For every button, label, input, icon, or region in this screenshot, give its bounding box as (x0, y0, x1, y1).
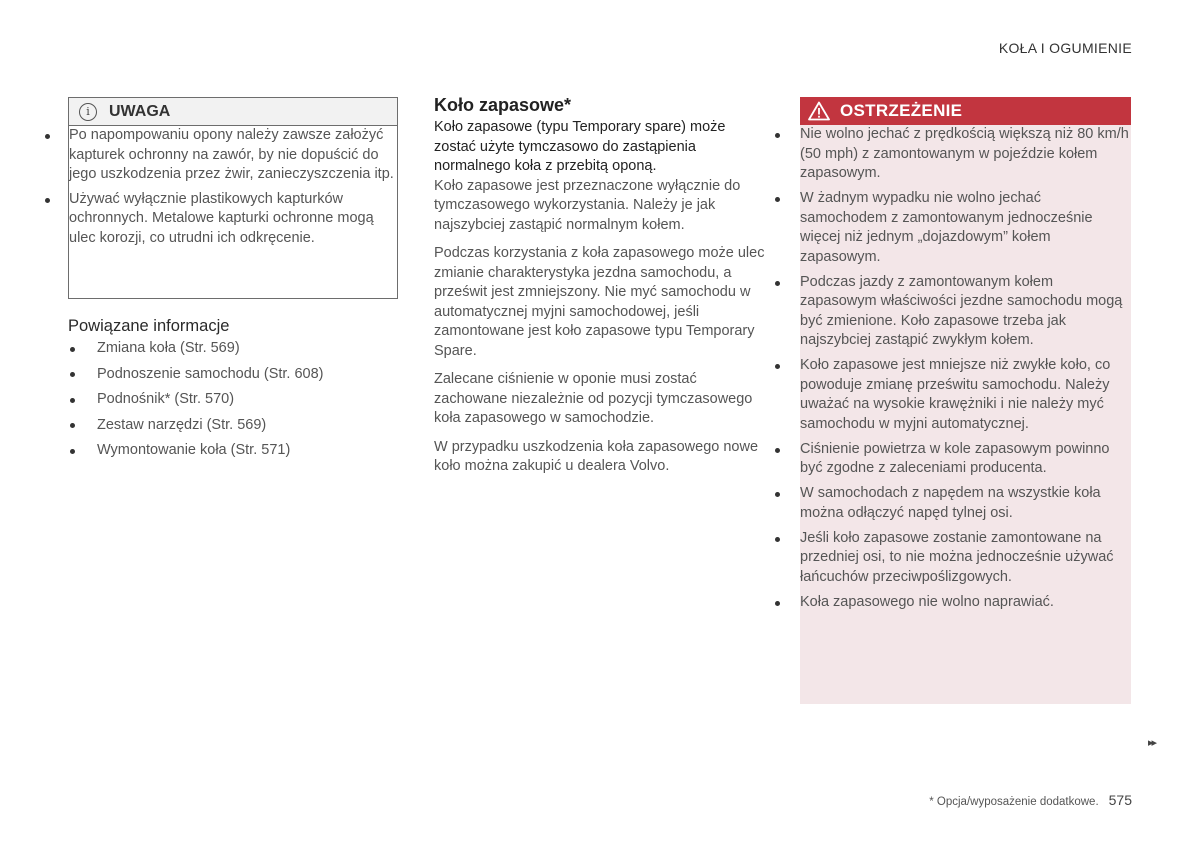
related-link[interactable]: Wymontowanie koła (Str. 571) (97, 441, 397, 460)
note-title: UWAGA (109, 102, 171, 120)
section-header: KOŁA I OGUMIENIE (998, 40, 1132, 56)
related-info-title: Powiązane informacje (68, 317, 230, 335)
warning-triangle-icon (808, 101, 830, 121)
warning-item: W żadnym wypadku nie wolno jechać samochodem z zamontowanym jednocześnie więcej niż jednym „dojazdowym” kołem zapasowym. (800, 189, 1131, 267)
bullet-icon (70, 423, 75, 428)
info-icon: i (79, 103, 97, 121)
bullet-icon (775, 601, 780, 606)
bullet-icon (775, 537, 780, 542)
note-header (69, 98, 397, 126)
bullet-icon (70, 372, 75, 377)
warning-title: OSTRZEŻENIE (840, 101, 963, 120)
warning-item: Ciśnienie powietrza w kole zapasowym powinno być zgodne z zaleceniami producenta. (800, 440, 1131, 479)
footnote: * Opcja/wyposażenie dodatkowe. (929, 796, 1099, 808)
related-info-list (97, 339, 397, 467)
lead-paragraph: Koło zapasowe (typu Temporary spare) może zostać użyte tymczasowo do zastąpienia normalnego koła z przebitą oponą. (434, 119, 726, 174)
page-number: 575 (1108, 792, 1132, 808)
note-list (69, 126, 397, 248)
warning-box (800, 97, 1131, 704)
body-paragraph: Zalecane ciśnienie w oponie musi zostać zachowane niezależnie od pozycji tymczasowego koła zapasowego w samochodzie. (434, 371, 753, 426)
bullet-icon (775, 492, 780, 497)
bullet-icon (45, 134, 50, 139)
related-link[interactable]: Podnośnik* (Str. 570) (97, 390, 397, 409)
body-paragraph: Koło zapasowe jest przeznaczone wyłącznie do tymczasowego wykorzystania. Należy je jak najszybciej zastąpić normalnym kołem. (434, 177, 741, 233)
warning-header (800, 97, 1131, 125)
main-section (434, 95, 769, 486)
note-item: Po napompowaniu opony należy zawsze założyć kapturek ochronny na zawór, by nie dopuścić do jego uszkodzenia przez żwir, zanieczyszczenia itp. (69, 126, 397, 185)
bullet-icon (70, 398, 75, 403)
related-link[interactable]: Zestaw narzędzi (Str. 569) (97, 416, 397, 435)
body-paragraph: Podczas korzystania z koła zapasowego może ulec zmianie charakterystyka jezdna samochodu, a prześwit jest zmniejszony. Nie myć samochodu w automatycznej myjni samochodowej, jeśli zamontowane jest koło zapasowe typu Temporary Spare. (434, 245, 765, 359)
note-item: Używać wyłącznie plastikowych kapturków ochronnych. Metalowe kapturki ochronne mogą ulec korozji, co utrudni ich odkręcenie. (69, 190, 397, 249)
warning-item: Koło zapasowe jest mniejsze niż zwykłe koło, co powoduje zmianę prześwitu samochodu. Należy uważać na wysokie krawężniki i nie należy myć samochodu w myjni automatycznej. (800, 356, 1131, 434)
warning-list (800, 125, 1131, 612)
continue-arrows-icon: ▸▸ (1148, 737, 1156, 749)
bullet-icon (775, 364, 780, 369)
note-box (68, 97, 398, 299)
bullet-icon (775, 281, 780, 286)
bullet-icon (775, 448, 780, 453)
related-link[interactable]: Podnoszenie samochodu (Str. 608) (97, 365, 397, 384)
bullet-icon (45, 198, 50, 203)
body-paragraph: W przypadku uszkodzenia koła zapasowego nowe koło można zakupić u dealera Volvo. (434, 438, 759, 474)
warning-item: Jeśli koło zapasowe zostanie zamontowane na przedniej osi, to nie można jednocześnie używać łańcuchów przeciwpoślizgowych. (800, 529, 1131, 588)
bullet-icon (70, 347, 75, 352)
bullet-icon (70, 449, 75, 454)
page-footer (929, 792, 1132, 808)
bullet-icon (775, 197, 780, 202)
bullet-icon (775, 133, 780, 138)
section-title: Koło zapasowe* (434, 95, 572, 115)
warning-item: W samochodach z napędem na wszystkie koła można odłączyć napęd tylnej osi. (800, 484, 1131, 523)
warning-item: Koła zapasowego nie wolno naprawiać. (800, 593, 1131, 613)
related-link[interactable]: Zmiana koła (Str. 569) (97, 339, 397, 358)
warning-item: Nie wolno jechać z prędkością większą niż 80 km/h (50 mph) z zamontowanym w pojeździe kołem zapasowym. (800, 125, 1131, 184)
warning-item: Podczas jazdy z zamontowanym kołem zapasowym właściwości jezdne samochodu mogą być zmienione. Koło zapasowe trzeba jak najszybciej zastąpić zwykłym kołem. (800, 273, 1131, 351)
